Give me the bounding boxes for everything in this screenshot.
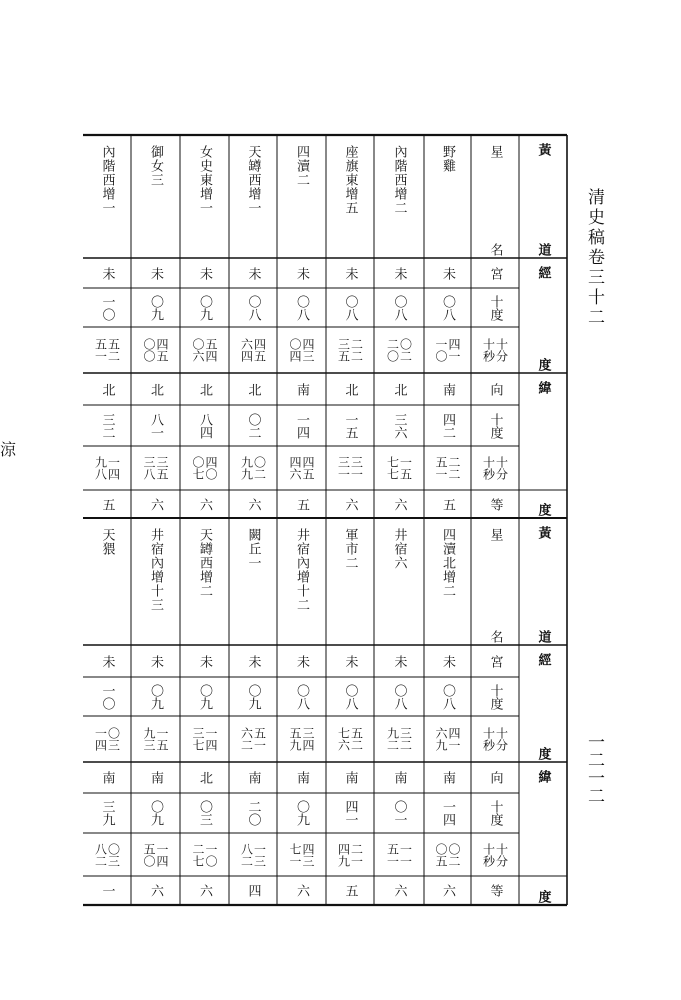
latitude-min-sec: 四五 四六 bbox=[288, 456, 315, 480]
header-longitude: 經 bbox=[535, 266, 551, 279]
star-name: 井宿內增十二 bbox=[294, 528, 309, 612]
label-star: 星 bbox=[487, 145, 503, 158]
longitude-min-sec: 五二 七六 bbox=[336, 727, 364, 751]
longitude-degree: 〇九 bbox=[245, 683, 261, 710]
latitude-degree: 〇九 bbox=[294, 800, 309, 826]
longitude-degree: 〇九 bbox=[197, 683, 212, 710]
running-head: 清史稿卷三十二 bbox=[584, 188, 604, 328]
longitude-min-sec: 四一 六九 bbox=[434, 727, 461, 751]
latitude-degree: 一四 bbox=[294, 412, 309, 439]
latitude-direction: 南 bbox=[440, 771, 455, 784]
longitude-degree: 〇八 bbox=[294, 294, 309, 321]
latitude-degree: 一五 bbox=[342, 412, 358, 439]
latitude-direction: 南 bbox=[342, 771, 358, 784]
palace-value: 未 bbox=[99, 266, 115, 280]
longitude-degree: 〇八 bbox=[342, 294, 358, 321]
longitude-degree: 〇八 bbox=[245, 294, 261, 321]
palace-value: 未 bbox=[99, 654, 115, 668]
header-degree: 度 bbox=[535, 358, 551, 371]
header-path: 道 bbox=[535, 630, 551, 643]
latitude-min-sec: 一三 八二 bbox=[239, 842, 267, 867]
longitude-degree: 〇八 bbox=[391, 683, 407, 710]
latitude-degree: 四一 bbox=[342, 800, 358, 826]
longitude-min-sec: 五四 〇六 bbox=[191, 338, 218, 362]
longitude-min-sec: 五二 五一 bbox=[93, 338, 121, 362]
latitude-min-sec: 四〇 〇七 bbox=[191, 456, 218, 480]
longitude-min-sec: 三二 九二 bbox=[385, 727, 413, 751]
palace-value: 未 bbox=[391, 266, 407, 280]
latitude-degree: 八四 bbox=[197, 412, 212, 439]
magnitude-value: 六 bbox=[391, 497, 407, 511]
longitude-min-sec: 〇三 一四 bbox=[93, 727, 121, 751]
header-ecliptic: 黃 bbox=[535, 526, 551, 539]
star-name: 天猥 bbox=[99, 528, 115, 556]
label-magnitude: 等 bbox=[487, 884, 503, 897]
star-name: 天罇西增一 bbox=[245, 145, 261, 215]
latitude-direction: 南 bbox=[148, 771, 163, 784]
latitude-direction: 南 bbox=[294, 771, 309, 784]
latitude-min-sec: 三一 三一 bbox=[336, 456, 364, 480]
label-palace: 宮 bbox=[487, 654, 503, 668]
latitude-degree: 〇九 bbox=[148, 800, 163, 826]
latitude-degree: 八一 bbox=[148, 412, 163, 439]
latitude-min-sec: 一一 五一 bbox=[385, 842, 413, 867]
magnitude-value: 五 bbox=[99, 497, 115, 511]
star-name: 闕丘一 bbox=[245, 528, 261, 570]
magnitude-value: 六 bbox=[440, 884, 455, 897]
magnitude-value: 六 bbox=[294, 884, 309, 897]
label-name: 名 bbox=[487, 630, 503, 643]
latitude-direction: 北 bbox=[197, 382, 212, 396]
latitude-min-sec: 〇三 八二 bbox=[93, 842, 121, 867]
palace-value: 未 bbox=[294, 654, 309, 668]
header-path: 道 bbox=[535, 243, 551, 256]
latitude-direction: 北 bbox=[99, 382, 115, 396]
longitude-min-sec: 一四 三七 bbox=[191, 727, 218, 751]
longitude-degree: 〇八 bbox=[294, 683, 309, 710]
star-name: 女史東增一 bbox=[197, 145, 212, 215]
label-degree: 十度 bbox=[487, 800, 503, 826]
latitude-min-sec: 一四 五〇 bbox=[142, 842, 169, 867]
label-palace: 宮 bbox=[487, 266, 503, 280]
palace-value: 未 bbox=[440, 266, 455, 280]
latitude-degree: 一四 bbox=[440, 800, 455, 826]
magnitude-value: 五 bbox=[440, 497, 455, 511]
longitude-degree: 〇八 bbox=[342, 683, 358, 710]
latitude-min-sec: 〇二 九九 bbox=[239, 456, 267, 480]
page-number: 一二一二 bbox=[584, 733, 604, 805]
header-degree: 度 bbox=[535, 890, 551, 903]
label-min-sec: 十分 十秒 bbox=[481, 456, 509, 480]
palace-value: 未 bbox=[342, 654, 358, 668]
longitude-degree: 〇九 bbox=[148, 683, 163, 710]
star-name: 內階西增二 bbox=[391, 145, 407, 215]
latitude-min-sec: 〇二 〇五 bbox=[434, 842, 461, 867]
longitude-degree: 〇八 bbox=[440, 294, 455, 321]
latitude-degree: 〇二 bbox=[245, 412, 261, 439]
longitude-min-sec: 四五 〇〇 bbox=[142, 338, 169, 362]
magnitude-value: 六 bbox=[197, 497, 212, 511]
latitude-direction: 北 bbox=[197, 771, 212, 784]
star-name: 內階西增一 bbox=[99, 145, 115, 215]
latitude-direction: 北 bbox=[391, 382, 407, 396]
label-name: 名 bbox=[487, 243, 503, 256]
star-name: 御女三 bbox=[148, 145, 163, 187]
magnitude-value: 六 bbox=[197, 884, 212, 897]
label-degree: 十度 bbox=[487, 412, 503, 439]
longitude-min-sec: 三四 五九 bbox=[288, 727, 315, 751]
palace-value: 未 bbox=[245, 654, 261, 668]
longitude-min-sec: 四一 一〇 bbox=[434, 338, 461, 362]
latitude-direction: 南 bbox=[391, 771, 407, 784]
latitude-degree: 二〇 bbox=[245, 800, 261, 826]
header-ecliptic: 黃 bbox=[535, 143, 551, 156]
latitude-min-sec: 二二 五一 bbox=[434, 456, 461, 480]
latitude-direction: 北 bbox=[245, 382, 261, 396]
label-direction: 向 bbox=[487, 382, 503, 396]
star-name: 野雞 bbox=[440, 145, 455, 173]
latitude-direction: 南 bbox=[440, 382, 455, 396]
longitude-degree: 一〇 bbox=[99, 294, 115, 321]
longitude-min-sec: 〇二 二〇 bbox=[385, 338, 413, 362]
header-degree: 度 bbox=[535, 747, 551, 760]
longitude-min-sec: 四三 〇四 bbox=[288, 338, 315, 362]
palace-value: 未 bbox=[197, 266, 212, 280]
palace-value: 未 bbox=[342, 266, 358, 280]
longitude-degree: 〇九 bbox=[197, 294, 212, 321]
longitude-degree: 一〇 bbox=[99, 683, 115, 710]
star-name: 天罇西增二 bbox=[197, 528, 212, 598]
star-name: 四瀆二 bbox=[294, 145, 309, 187]
latitude-degree: 三二 bbox=[99, 412, 115, 439]
star-name: 井宿內增十三 bbox=[148, 528, 163, 612]
latitude-degree: 四二 bbox=[440, 412, 455, 439]
latitude-degree: 三九 bbox=[99, 800, 115, 826]
magnitude-value: 五 bbox=[294, 497, 309, 511]
header-latitude: 緯 bbox=[535, 770, 551, 783]
latitude-min-sec: 一四 九八 bbox=[93, 456, 121, 480]
longitude-min-sec: 四五 六四 bbox=[239, 338, 267, 362]
palace-value: 未 bbox=[245, 266, 261, 280]
palace-value: 未 bbox=[440, 654, 455, 668]
label-min-sec: 十分 十秒 bbox=[481, 727, 509, 751]
star-name: 四瀆北增二 bbox=[440, 528, 455, 598]
latitude-min-sec: 三五 三八 bbox=[142, 456, 169, 480]
magnitude-value: 五 bbox=[342, 884, 358, 897]
palace-value: 未 bbox=[391, 654, 407, 668]
latitude-min-sec: 一五 七七 bbox=[385, 456, 413, 480]
latitude-direction: 南 bbox=[294, 382, 309, 396]
palace-value: 未 bbox=[148, 654, 163, 668]
star-name: 井宿六 bbox=[391, 528, 407, 570]
longitude-degree: 〇九 bbox=[148, 294, 163, 321]
latitude-degree: 〇一 bbox=[391, 800, 407, 826]
magnitude-value: 六 bbox=[391, 884, 407, 897]
header-longitude: 經 bbox=[535, 653, 551, 666]
palace-value: 未 bbox=[148, 266, 163, 280]
longitude-min-sec: 一五 九三 bbox=[142, 727, 169, 751]
margin-character: 涼 bbox=[0, 440, 17, 459]
palace-value: 未 bbox=[197, 654, 212, 668]
latitude-degree: 〇三 bbox=[197, 800, 212, 826]
longitude-min-sec: 二二 三五 bbox=[336, 338, 364, 362]
label-magnitude: 等 bbox=[487, 497, 503, 511]
label-degree: 十度 bbox=[487, 294, 503, 321]
magnitude-value: 六 bbox=[342, 497, 358, 511]
latitude-min-sec: 二一 四九 bbox=[336, 842, 364, 867]
longitude-min-sec: 五一 六二 bbox=[239, 727, 267, 751]
longitude-degree: 〇八 bbox=[391, 294, 407, 321]
label-min-sec: 十分 十秒 bbox=[481, 338, 509, 362]
longitude-degree: 〇八 bbox=[440, 683, 455, 710]
label-star: 星 bbox=[487, 528, 503, 541]
magnitude-value: 一 bbox=[99, 884, 115, 897]
label-min-sec: 十分 十秒 bbox=[481, 842, 509, 867]
latitude-degree: 三六 bbox=[391, 412, 407, 439]
header-degree: 度 bbox=[535, 503, 551, 516]
header-latitude: 緯 bbox=[535, 381, 551, 394]
palace-value: 未 bbox=[294, 266, 309, 280]
magnitude-value: 六 bbox=[245, 497, 261, 511]
latitude-direction: 南 bbox=[99, 771, 115, 784]
latitude-direction: 北 bbox=[342, 382, 358, 396]
star-name: 座旗東增五 bbox=[342, 145, 358, 215]
label-degree: 十度 bbox=[487, 683, 503, 710]
latitude-direction: 北 bbox=[148, 382, 163, 396]
magnitude-value: 四 bbox=[245, 884, 261, 897]
latitude-direction: 南 bbox=[245, 771, 261, 784]
magnitude-value: 六 bbox=[148, 884, 163, 897]
latitude-min-sec: 一〇 二七 bbox=[191, 842, 218, 867]
latitude-min-sec: 四三 七一 bbox=[288, 842, 315, 867]
magnitude-value: 六 bbox=[148, 497, 163, 511]
star-name: 軍市二 bbox=[342, 528, 358, 570]
label-direction: 向 bbox=[487, 771, 503, 784]
